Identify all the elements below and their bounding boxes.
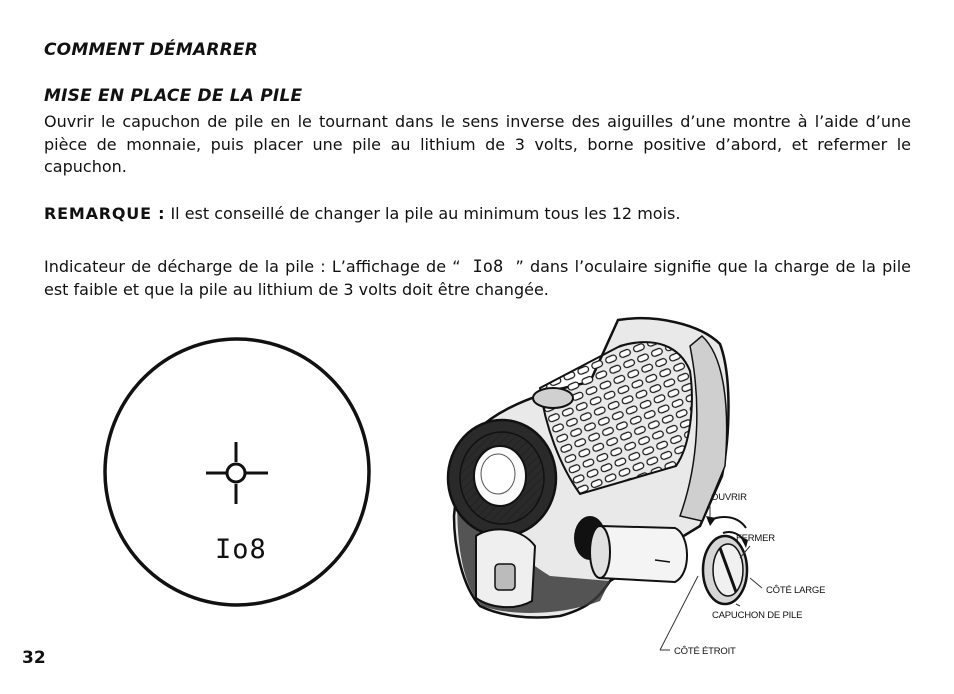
viewfinder-illustration xyxy=(100,336,380,612)
viewfinder-lcd-readout: Io8 xyxy=(215,534,267,565)
label-close: FERMER xyxy=(736,533,775,544)
low-battery-symbol: Io8 xyxy=(472,257,504,277)
remark-label: REMARQUE : xyxy=(44,204,166,223)
page-number: 32 xyxy=(22,648,46,668)
label-wide-side: CÔTÉ LARGE xyxy=(766,585,826,596)
mode-button xyxy=(495,564,515,590)
battery xyxy=(590,526,687,582)
indicator-text-before: Indicateur de décharge de la pile : L’affichage de “ xyxy=(44,257,461,276)
indicator-paragraph xyxy=(44,256,911,301)
remark-text: Il est conseillé de changer la pile au minimum tous les 12 mois. xyxy=(165,204,681,223)
viewfinder-circle xyxy=(105,339,369,605)
label-battery-cap: CAPUCHON DE PILE xyxy=(712,610,803,621)
crosshair-icon xyxy=(206,442,268,504)
label-narrow-side: CÔTÉ ÉTROIT xyxy=(674,646,736,657)
indicator-text-after: ” dans l’oculaire signifie que la charge de la pile est faible et que la pile au lithium de 3 volts doit être changée. xyxy=(44,257,912,299)
remark-paragraph xyxy=(44,203,911,226)
power-button xyxy=(533,388,573,408)
label-open: OUVRIR xyxy=(711,492,747,503)
section-heading: MISE EN PLACE DE LA PILE xyxy=(44,86,303,106)
install-instructions: Ouvrir le capuchon de pile en le tournant dans le sens inverse des aiguilles d’une montre à l’aide d’une pièce de monnaie, puis placer une pile au lithium de 3 volts, borne positive d’abord, et refermer le capuchon. xyxy=(44,112,911,176)
page-heading: COMMENT DÉMARRER xyxy=(44,40,258,60)
battery-cap xyxy=(703,536,747,604)
